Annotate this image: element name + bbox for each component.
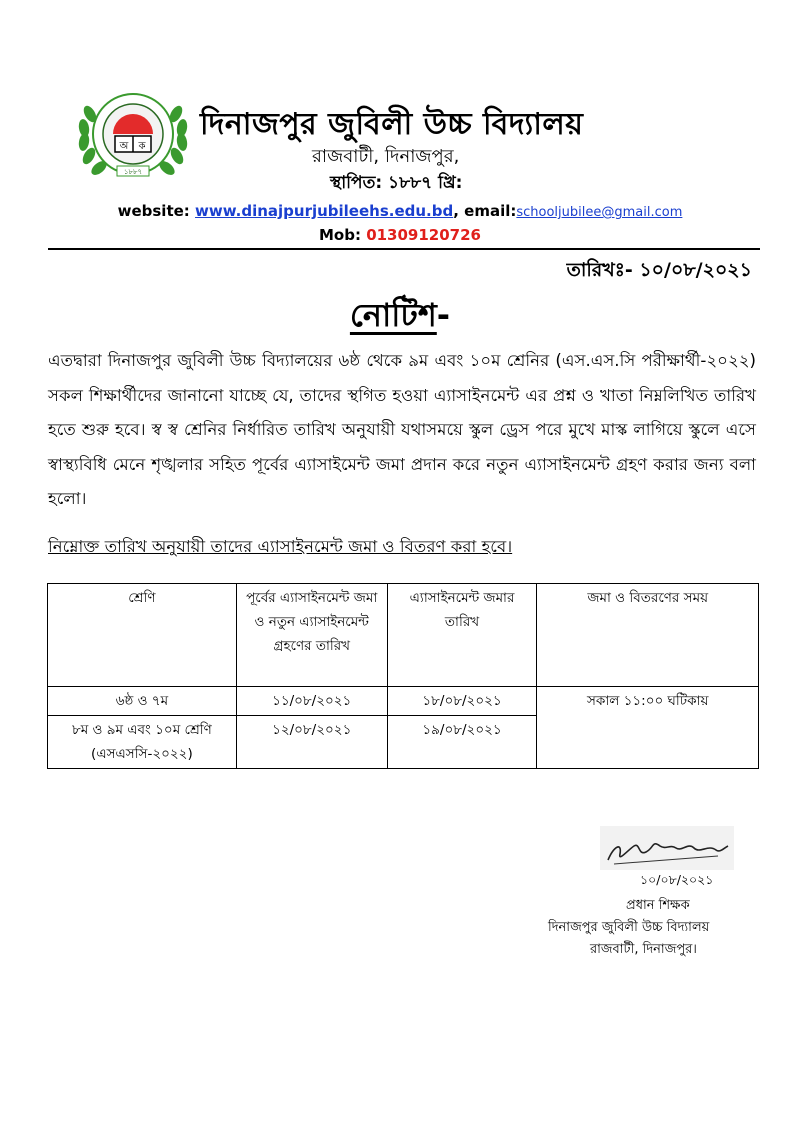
svg-text:ক: ক <box>138 141 146 152</box>
header-submit-date: এ্যাসাইনমেন্ট জমার তারিখ <box>387 584 537 687</box>
row-prev-date: ১২/০৮/২০২১ <box>236 716 387 769</box>
headmaster-signature <box>600 826 734 870</box>
header-prev-date: পূর্বের এ্যাসাইনমেন্ট জমা ও নতুন এ্যাসাইনমেন্ট গ্রহণের তারিখ <box>236 584 387 687</box>
logo-letters: অ <box>119 141 129 152</box>
mobile-number: 01309120726 <box>366 226 481 244</box>
row-class: ৮ম ও ৯ম এবং ১০ম শ্রেণি (এসএসসি-২০২২) <box>48 716 237 769</box>
header-divider <box>48 248 760 250</box>
school-logo <box>72 84 194 192</box>
header-class: শ্রেণি <box>48 584 237 687</box>
contact-line <box>0 202 800 220</box>
header-time: জমা ও বিতরণের সময় <box>537 584 759 687</box>
notice-body: এতদ্বারা দিনাজপুর জুবিলী উচ্চ বিদ্যালয়ের ৬ষ্ঠ থেকে ৯ম এবং ১০ম শ্রেনির (এস.এস.সি পরীক্ষার্থী-২০২২) সকল শিক্ষার্থীদের জানানো যাচ্ছে যে, তাদের স্থগিত হওয়া এ্যাসাইনমেন্ট এর প্রশ্ন ও খাতা নিম্নলিখিত তারিখ হতে শুরু হবে। স্ব স্ব শ্রেনির নির্ধারিত তারিখ অনুযায়ী যথাসময়ে স্কুল ড্রেস পরে মুখে মাস্ক লাগিয়ে স্কুলে এসে স্বাস্থ্যবিধি মেনে শৃঙ্খলার সহিত পূর্বের এ্যাসাইমেন্ট জমা প্রদান করে নতুন এ্যাসাইনমেন্ট গ্রহণ করার জন্য বলা হলো। <box>48 351 756 508</box>
row-class: ৬ষ্ঠ ও ৭ম <box>48 687 237 716</box>
signature-school: দিনাজপুর জুবিলী উচ্চ বিদ্যালয় <box>548 920 710 935</box>
table-header-row <box>48 584 759 687</box>
row-submit-date: ১৮/০৮/২০২১ <box>387 687 537 716</box>
notice-title <box>0 290 800 344</box>
established-year: স্থাপিত: ১৮৮৭ খ্রি: <box>330 173 463 193</box>
notice-title-suffix: - <box>436 296 451 334</box>
school-address: রাজবাটী, দিনাজপুর, <box>312 146 460 167</box>
school-name: দিনাজপুর জুবিলী উচ্চ বিদ্যালয় <box>200 107 584 142</box>
signature-title: প্রধান শিক্ষক <box>626 898 690 913</box>
signature-address: রাজবাটী, দিনাজপুর। <box>590 942 697 957</box>
schedule-heading: নিম্নোক্ত তারিখ অনুযায়ী তাদের এ্যাসাইনমেন্ট জমা ও বিতরণ করা হবে। <box>48 537 513 556</box>
website-label: website: <box>117 202 196 220</box>
website-link[interactable]: www.dinajpurjubileehs.edu.bd <box>195 202 454 220</box>
row-time: সকাল ১১:০০ ঘটিকায় <box>537 687 759 769</box>
table-row <box>48 687 759 716</box>
schedule-table <box>47 583 759 769</box>
notice-title-text: নোটিশ <box>349 296 437 334</box>
row-prev-date: ১১/০৮/২০২১ <box>236 687 387 716</box>
notice-date: তারিখঃ- ১০/০৮/২০২১ <box>566 259 752 281</box>
row-submit-date: ১৯/০৮/২০২১ <box>387 716 537 769</box>
email-label: , email: <box>453 202 517 220</box>
mobile-line <box>0 226 800 244</box>
email-link[interactable]: schooljubilee@gmail.com <box>516 205 683 220</box>
svg-text:১৮৮৭: ১৮৮৭ <box>123 168 143 176</box>
signature-date: ১০/০৮/২০২১ <box>640 872 714 887</box>
mobile-label: Mob: <box>318 226 367 244</box>
